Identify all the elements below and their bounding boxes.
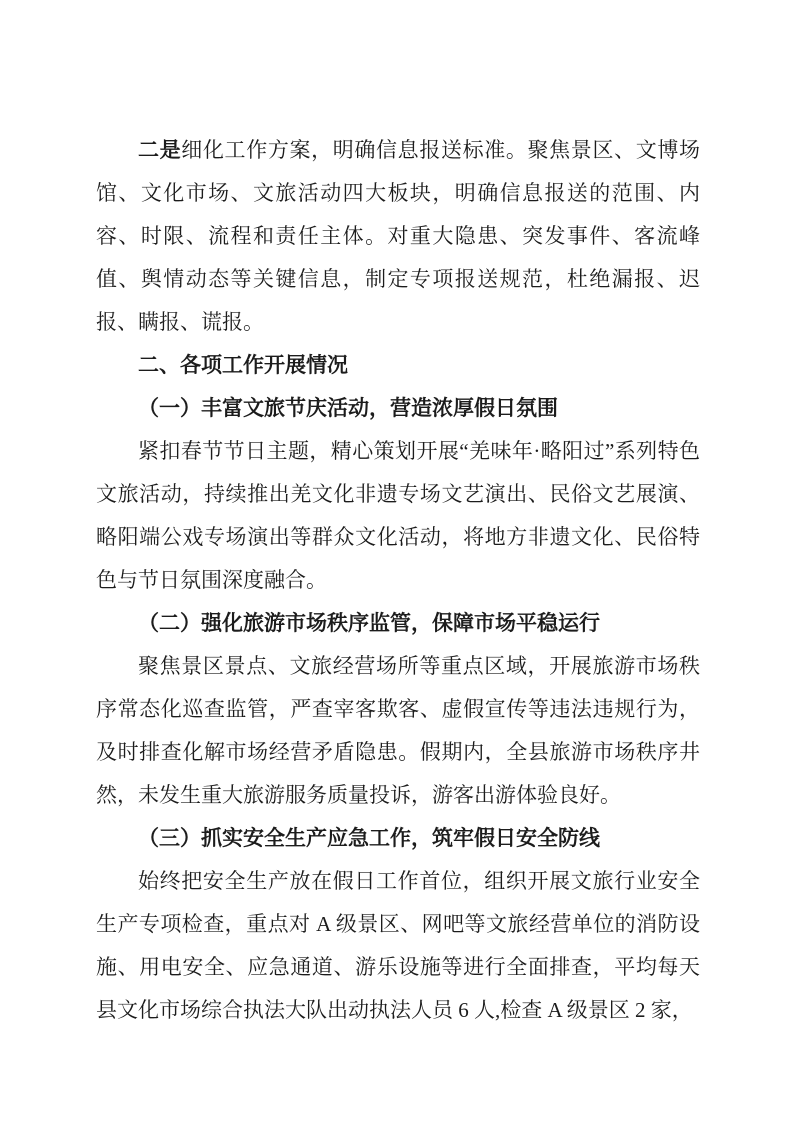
paragraph-body-text: 细化工作方案，明确信息报送标准。聚焦景区、文博场馆、文化市场、文旅活动四大板块，明确信息报送的范围、内容、时限、流程和责任主体。对重大隐患、突发事件、客流峰值、舆情动态等关键信息，制定专项报送规范，杜绝漏报、迟报、瞒报、谎报。	[96, 138, 700, 334]
heading-sub-one: （一）丰富文旅节庆活动，营造浓厚假日氛围	[138, 396, 558, 420]
paragraph-safety-production: 始终把安全生产放在假日工作首位，组织开展文旅行业安全生产专项检查，重点对 A 级景区、网吧等文旅经营单位的消防设施、用电安全、应急通道、游乐设施等进行全面排查，平均每天县文化市场综合执法大队出动执法人员 6 人,检查 A 级景区 2 家，	[96, 869, 700, 1022]
heading-sub-two: （二）强化旅游市场秩序监管，保障市场平稳运行	[138, 611, 600, 635]
heading-section-two: 二、各项工作开展情况	[138, 354, 348, 377]
paragraph-info-reporting	[96, 129, 700, 344]
paragraph-bold-lead: 二是	[138, 138, 182, 162]
paragraph-festival-activities: 紧扣春节节日主题，精心策划开展“羌味年·略阳过”系列特色文旅活动，持续推出羌文化非遗专场文艺演出、民俗文艺展演、略阳端公戏专场演出等群众文化活动，将地方非遗文化、民俗特色与节日氛围深度融合。	[96, 439, 700, 592]
paragraph-market-supervision: 聚焦景区景点、文旅经营场所等重点区域，开展旅游市场秩序常态化巡查监管，严查宰客欺客、虚假宣传等违法违规行为，及时排查化解市场经营矛盾隐患。假期内，全县旅游市场秩序井然，未发生重大旅游服务质量投诉，游客出游体验良好。	[96, 654, 700, 807]
heading-sub-three: （三）抓实安全生产应急工作，筑牢假日安全防线	[138, 826, 600, 850]
